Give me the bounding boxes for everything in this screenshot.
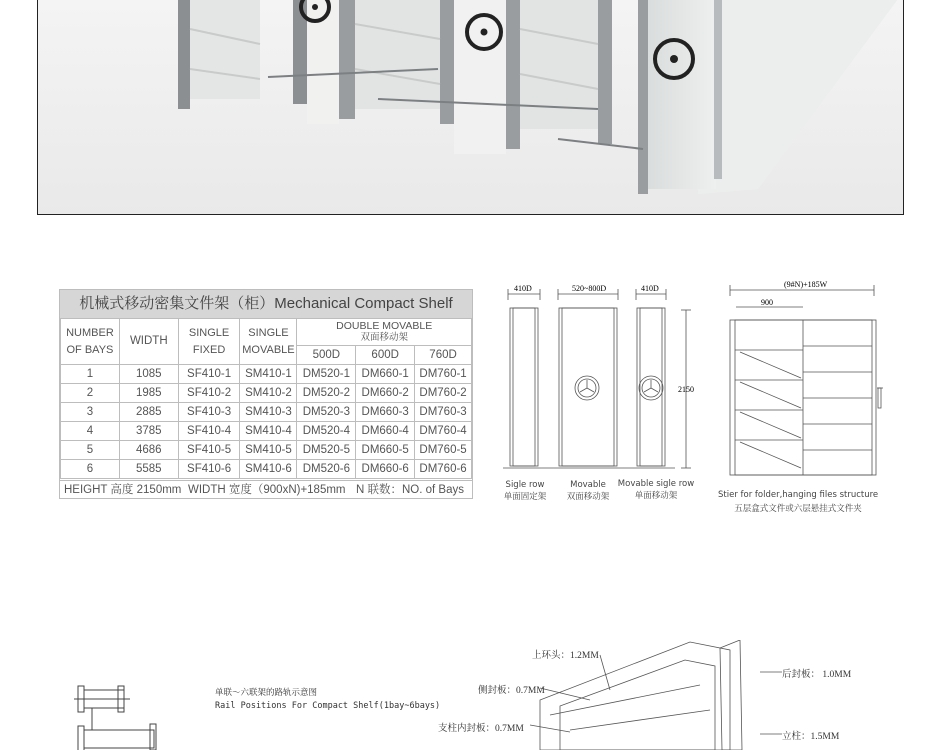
product-photo xyxy=(37,0,904,215)
table-row xyxy=(61,403,472,422)
table-cell: SF410-3 xyxy=(178,403,240,422)
table-cell: DM760-6 xyxy=(415,460,472,479)
table-cell: DM660-5 xyxy=(356,441,415,460)
table-row xyxy=(61,384,472,403)
table-cell: DM660-6 xyxy=(356,460,415,479)
compact-shelf-render xyxy=(38,0,904,215)
label-top-cap: 上环头：1.2MM xyxy=(532,651,599,661)
header-single-movable: SINGLE MOVABLE xyxy=(240,319,297,365)
header-500d: 500D xyxy=(297,346,356,365)
header-width: WIDTH xyxy=(119,319,178,365)
table-cell: 2885 xyxy=(119,403,178,422)
table-cell: DM660-3 xyxy=(356,403,415,422)
table-cell: DM760-3 xyxy=(415,403,472,422)
header-single-fixed: SINGLE FIXED xyxy=(178,319,240,365)
table-cell: SF410-1 xyxy=(178,365,240,384)
caption-movable xyxy=(558,480,618,502)
table-row xyxy=(61,365,472,384)
table-row xyxy=(61,422,472,441)
dim-middle: 520~800D xyxy=(572,284,607,293)
spec-footer xyxy=(60,480,472,500)
table-cell: DM520-4 xyxy=(297,422,356,441)
elevation-svg xyxy=(500,280,700,480)
dim-top: (9#N)+185W xyxy=(784,280,828,289)
header-bays: NUMBER OF BAYS xyxy=(61,319,120,365)
table-cell: SM410-3 xyxy=(240,403,297,422)
caption-structure xyxy=(718,490,878,514)
table-cell: DM660-4 xyxy=(356,422,415,441)
table-cell: SM410-5 xyxy=(240,441,297,460)
table-cell: SM410-4 xyxy=(240,422,297,441)
rail-title-en: Rail Positions For Compact Shelf(1bay~6bays) xyxy=(215,701,441,711)
caption-structure-en: Stier for folder,hanging files structure xyxy=(718,490,879,500)
caption-single-row-cn: 单面固定架 xyxy=(503,492,547,502)
table-cell: 1985 xyxy=(119,384,178,403)
footer-bays: N 联数：NO. of Bays xyxy=(356,484,464,496)
table-cell: SF410-5 xyxy=(178,441,240,460)
table-cell: DM760-1 xyxy=(415,365,472,384)
table-cell: DM760-2 xyxy=(415,384,472,403)
table-cell: DM660-1 xyxy=(356,365,415,384)
footer-height: HEIGHT 高度 2150mm xyxy=(64,484,182,496)
table-cell: 1085 xyxy=(119,365,178,384)
table-cell: 5585 xyxy=(119,460,178,479)
table-cell: SF410-2 xyxy=(178,384,240,403)
table-cell: SM410-6 xyxy=(240,460,297,479)
table-cell: DM520-5 xyxy=(297,441,356,460)
dim-900: 900 xyxy=(761,298,773,307)
table-cell: 3785 xyxy=(119,422,178,441)
label-post-inner: 支柱内封板：0.7MM xyxy=(438,724,524,734)
table-cell: DM760-5 xyxy=(415,441,472,460)
dim-height: 2150 xyxy=(678,385,694,394)
table-cell: 1 xyxy=(61,365,120,384)
label-post: 立柱：1.5MM xyxy=(782,732,840,742)
caption-single-row-en: Sigle row xyxy=(505,480,545,490)
table-cell: SF410-6 xyxy=(178,460,240,479)
header-double-movable xyxy=(297,319,472,346)
footer-width: WIDTH 宽度（900xN)+185mm xyxy=(188,484,346,496)
caption-movable-single-row-en: Movable sigle row xyxy=(617,479,695,489)
table-cell: DM520-2 xyxy=(297,384,356,403)
structure-svg xyxy=(718,280,883,480)
table-cell: 5 xyxy=(61,441,120,460)
spec-title: 机械式移动密集文件架（柜）Mechanical Compact Shelf xyxy=(60,290,472,318)
table-cell: SM410-2 xyxy=(240,384,297,403)
table-cell: DM760-4 xyxy=(415,422,472,441)
caption-structure-cn: 五层盒式文件或六层悬挂式文件夹 xyxy=(734,504,862,514)
header-600d: 600D xyxy=(356,346,415,365)
table-cell: DM520-3 xyxy=(297,403,356,422)
dim-410-left: 410D xyxy=(514,284,532,293)
label-side-panel: 侧封板：0.7MM xyxy=(478,686,545,696)
rail-title-cn: 单联～六联架的路轨示意图 xyxy=(215,688,318,698)
table-cell: DM520-1 xyxy=(297,365,356,384)
caption-single-row xyxy=(500,480,550,502)
caption-movable-en: Movable xyxy=(570,480,606,490)
table-cell: SF410-4 xyxy=(178,422,240,441)
rail-svg xyxy=(70,684,170,750)
table-cell: 4686 xyxy=(119,441,178,460)
elevation-drawing xyxy=(500,280,700,510)
table-cell: 4 xyxy=(61,422,120,441)
caption-movable-cn: 双面移动架 xyxy=(566,492,610,502)
header-double-movable-cn: 双面移动架 xyxy=(360,332,408,343)
table-cell: 3 xyxy=(61,403,120,422)
rail-diagram xyxy=(70,684,170,750)
spec-grid xyxy=(60,318,472,479)
structure-drawing xyxy=(718,280,883,520)
dim-410-right: 410D xyxy=(641,284,659,293)
header-double-movable-en: DOUBLE MOVABLE xyxy=(336,320,433,332)
exploded-drawing xyxy=(430,640,870,750)
caption-movable-single-row xyxy=(616,479,696,501)
label-back-panel: 后封板： 1.0MM xyxy=(782,670,852,680)
header-760d: 760D xyxy=(415,346,472,365)
table-cell: 6 xyxy=(61,460,120,479)
table-cell: 2 xyxy=(61,384,120,403)
table-row xyxy=(61,441,472,460)
spec-table xyxy=(59,289,473,499)
table-cell: SM410-1 xyxy=(240,365,297,384)
table-cell: DM660-2 xyxy=(356,384,415,403)
table-cell: DM520-6 xyxy=(297,460,356,479)
spec-rows xyxy=(61,365,472,479)
caption-movable-single-row-cn: 单面移动架 xyxy=(634,491,678,501)
table-row xyxy=(61,460,472,479)
